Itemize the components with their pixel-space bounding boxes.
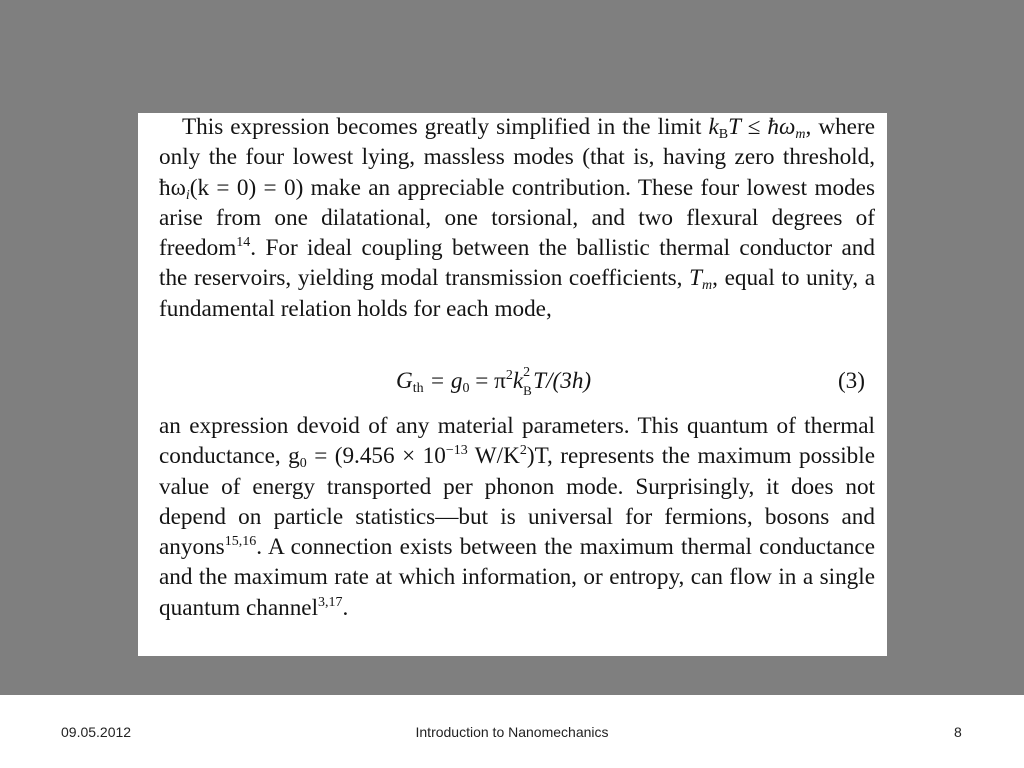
para2-text-b: = (9.456 × 10 [306,443,446,470]
tm-subscript: m [702,278,713,294]
para2-text-d: )T, represents the maximum possible value of energy transported per phonon mode. Surprisingly, it does not depend on particle statistics—but is universal for fermions, bosons and anyons [159,443,875,561]
tm-symbol: T [689,265,703,292]
eq-k-superscript: 2 [523,365,531,380]
equation-number: (3) [837,368,865,394]
para2-text-e: . A connection exists between the maximum thermal conductance and the maximum rate at which information, or entropy, can flow in a single quantum channel [159,534,875,621]
para1-text-c: , where only the four lowest lying, massless modes (that is, having zero threshold, ħω [159,114,875,201]
footer-date: 09.05.2012 [61,724,132,740]
eq-th-subscript: th [412,381,424,396]
eq-part-a: = g [423,368,463,394]
reference-14: 14 [236,235,251,251]
para1-text-e: . For ideal coupling between the ballistic thermal conductor and the reservoirs, yielding modal transmission coefficients, [159,235,875,292]
scanned-text-excerpt [138,113,887,656]
reference-3-17: 3,17 [318,594,343,610]
para1-text-f: , equal to unity, a fundamental relation holds for each mode, [159,265,875,322]
paragraph-quantum-of-conductance [159,411,875,623]
equation-3 [159,365,875,398]
omega-m-subscript: m [795,127,806,142]
eq-part-b: = π [469,368,506,394]
eq-g-symbol: G [396,368,413,394]
k-squared-superscript: 2 [519,443,527,459]
para1-text-b: T ≤ ħω [728,114,796,140]
eq-pi-superscript: 2 [505,368,513,383]
para2-text-a: an expression devoid of any material parameters. This quantum of thermal conductance, g [159,413,875,470]
para2-text-c: W/K [467,443,520,470]
equation-body [396,365,592,398]
eq-kb-subsup [523,365,533,398]
para1-text-a: This expression becomes greatly simplified in the limit [182,114,709,140]
omega-i-subscript: i [185,187,190,203]
eq-zero-subscript: 0 [462,381,470,396]
footer-page-number: 8 [954,724,962,740]
footer-title: Introduction to Nanomechanics [415,724,609,740]
exponent-superscript: −13 [445,443,468,459]
para2-text-f: . [342,594,349,621]
eq-k-symbol: k [512,368,524,394]
eq-part-c: T/(3h) [533,368,592,394]
paragraph-thermal-conductance-intro [159,112,875,324]
g0-subscript: 0 [299,456,307,472]
kb-subscript: B [718,127,729,142]
kb-symbol: k [708,114,719,140]
eq-kb-subscript: B [523,383,532,398]
para1-text-d: (k = 0) = 0) make an appreciable contribution. These four lowest modes arise from one dilatational, one torsional, and two flexural degrees of freedom [159,174,875,262]
reference-15-16: 15,16 [224,534,257,550]
